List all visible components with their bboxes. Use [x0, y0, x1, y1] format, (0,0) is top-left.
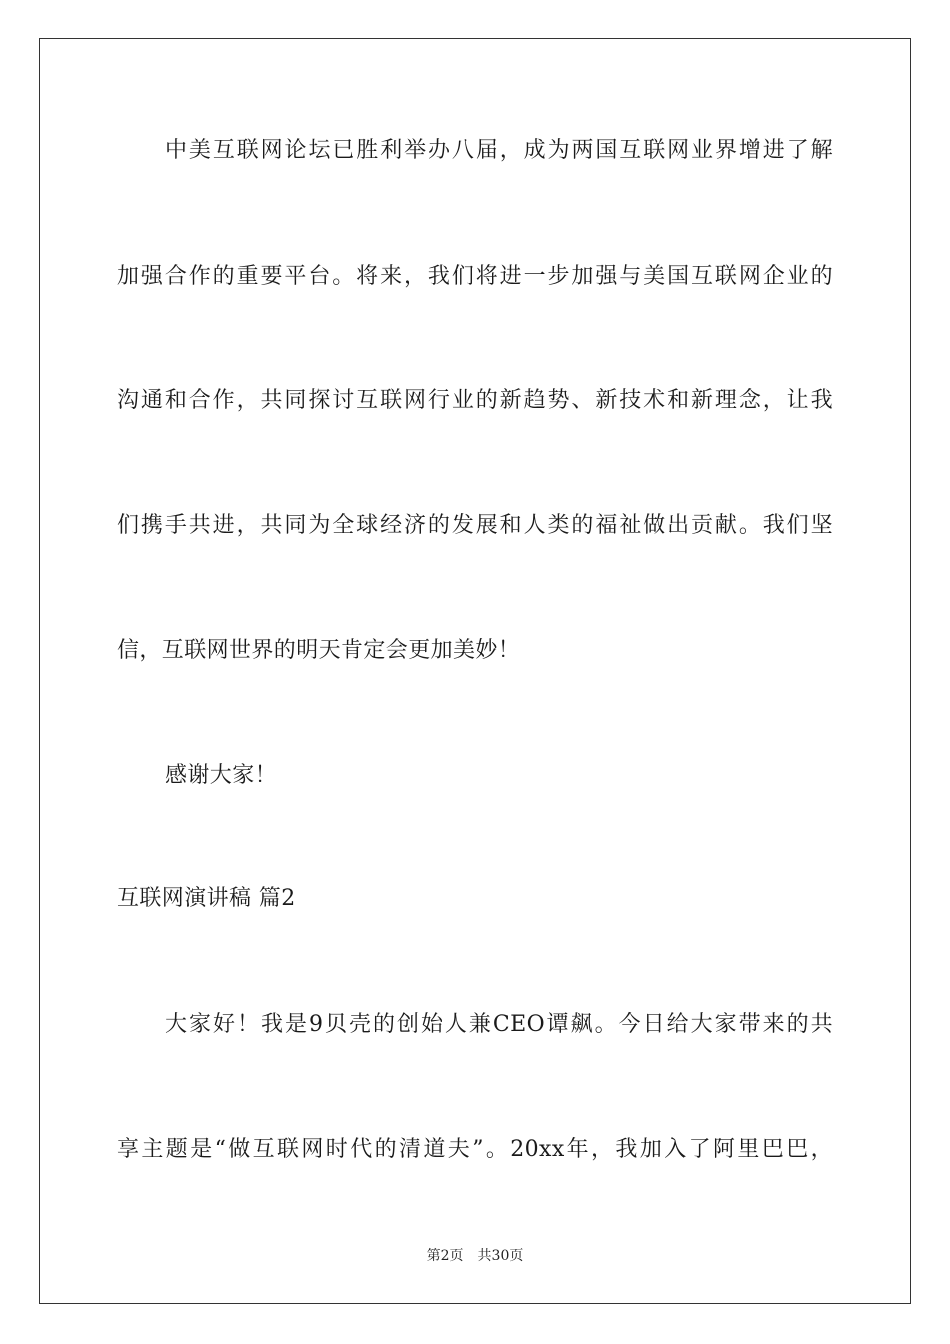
paragraph-line: 沟通和合作，共同探讨互联网行业的新趋势、新技术和新理念，让我 — [117, 388, 833, 413]
paragraph-line: 感谢大家！ — [165, 763, 278, 788]
paragraph-line: 信，互联网世界的明天肯定会更加美妙！ — [117, 638, 521, 663]
section-heading: 互联网演讲稿 篇2 — [117, 886, 296, 911]
page-number-current: 第2页 — [426, 1248, 464, 1264]
paragraph-line: 大家好！我是9贝壳的创始人兼CEO谭飙。今日给大家带来的共 — [165, 1012, 833, 1037]
paragraph-line: 们携手共进，共同为全球经济的发展和人类的福祉做出贡献。我们坚 — [117, 513, 833, 538]
paragraph-line: 中美互联网论坛已胜利举办八届，成为两国互联网业界增进了解 — [165, 138, 833, 163]
paragraph-line: 加强合作的重要平台。将来，我们将进一步加强与美国互联网企业的 — [117, 264, 833, 289]
page-border — [39, 38, 911, 1304]
page-number-total: 共30页 — [477, 1248, 524, 1264]
paragraph-line: 享主题是“做互联网时代的清道夫”。20xx年，我加入了阿里巴巴， — [117, 1137, 833, 1162]
page-footer — [0, 1246, 950, 1266]
